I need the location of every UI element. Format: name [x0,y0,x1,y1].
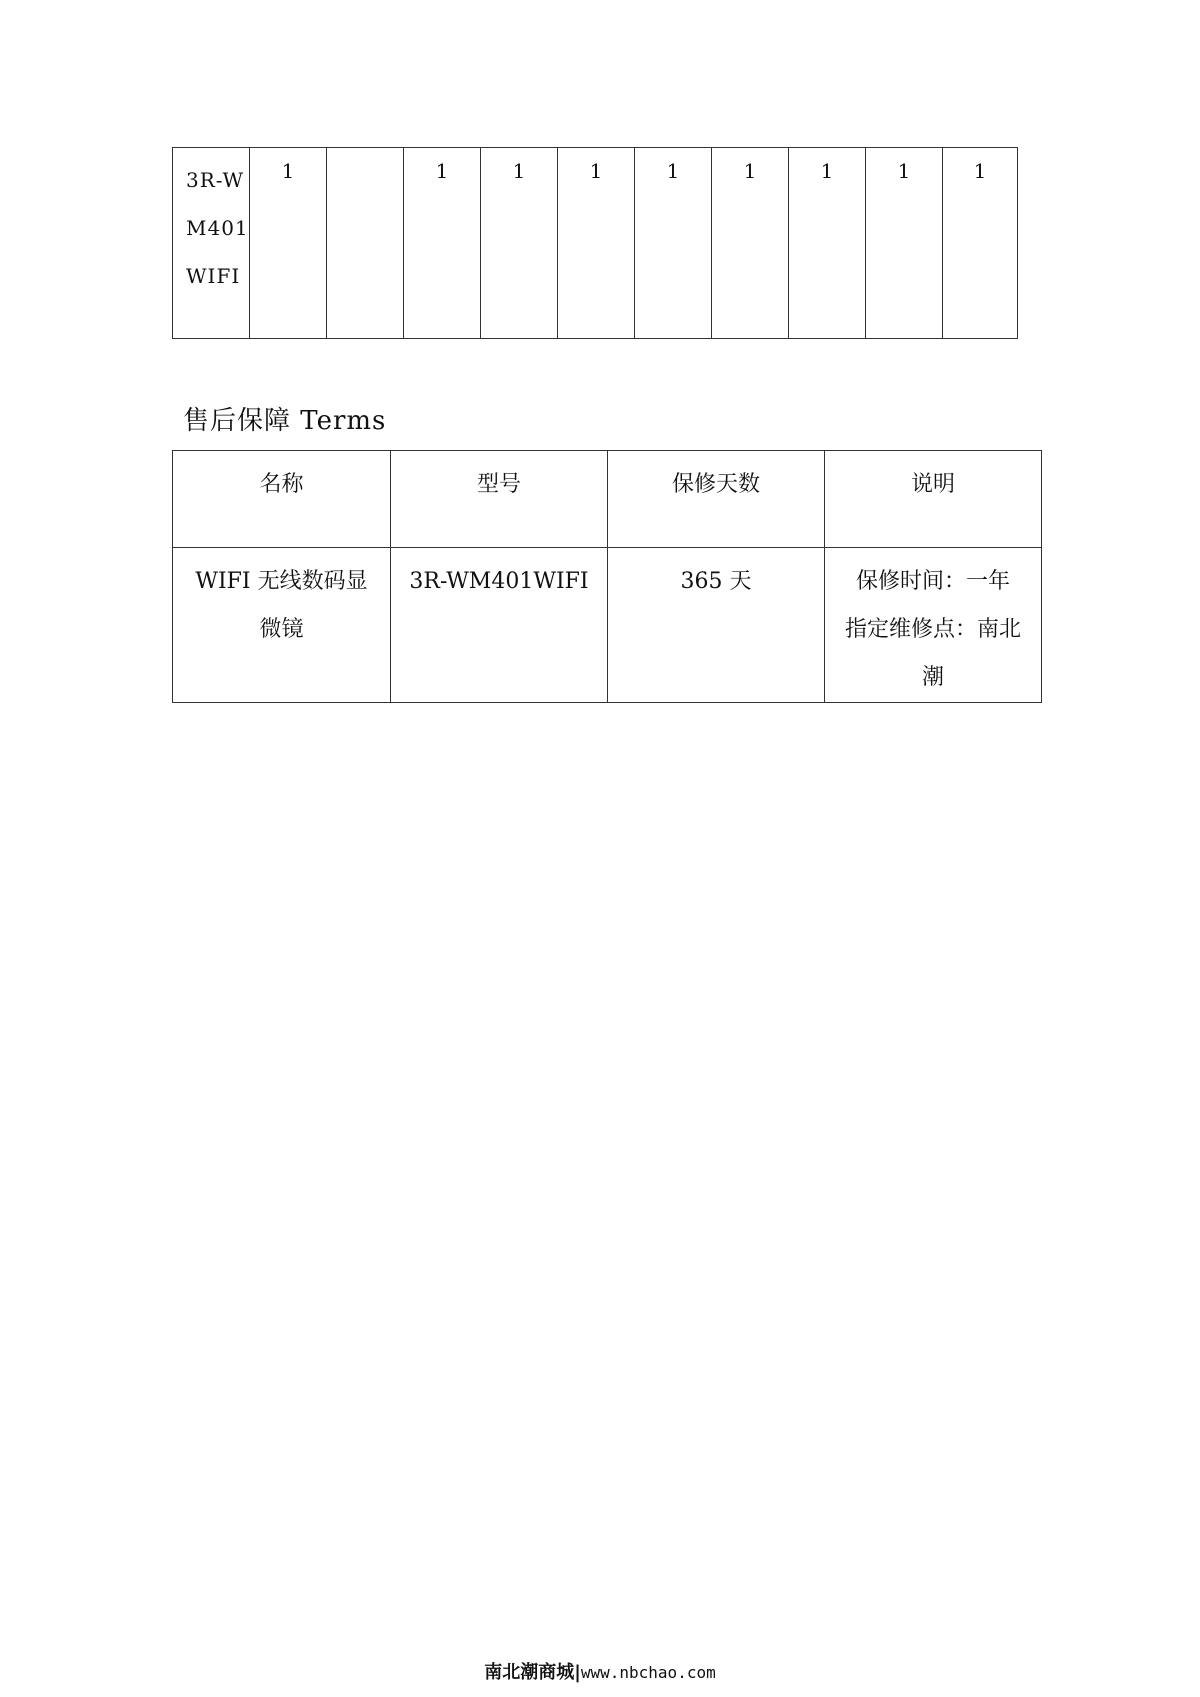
spec-value-cell: 1 [789,148,866,339]
spec-row [173,148,1018,339]
page-footer [0,1658,1200,1684]
header-warranty-days: 保修天数 [608,451,825,548]
spec-model-cell [173,148,250,339]
spec-value-cell [327,148,404,339]
terms-header-row [173,451,1042,548]
note-line: 指定维修点：南北 [844,617,1021,642]
spec-value-cell: 1 [943,148,1018,339]
terms-table [172,450,1042,703]
model-line: 3R-W [186,168,245,192]
spec-value-cell: 1 [712,148,789,339]
cell-name [173,548,391,703]
spec-value-cell: 1 [481,148,558,339]
footer-separator: | [574,1662,581,1683]
note-line: 保修时间：一年 [855,569,1010,594]
spec-value-cell: 1 [250,148,327,339]
spec-value-cell: 1 [866,148,943,339]
spec-value-cell: 1 [635,148,712,339]
header-model: 型号 [391,451,608,548]
cell-warranty-days: 365 天 [608,548,825,703]
terms-data-row [173,548,1042,703]
header-name: 名称 [173,451,391,548]
cell-note [825,548,1042,703]
cell-model: 3R-WM401WIFI [391,548,608,703]
spec-value-cell: 1 [558,148,635,339]
name-line: WIFI 无线数码显 [195,569,368,594]
note-line: 潮 [921,665,944,690]
footer-url-link[interactable]: www.nbchao.com [580,1663,716,1682]
model-line: M401 [186,216,249,240]
section-heading: 售后保障 Terms [183,406,387,436]
header-note: 说明 [825,451,1042,548]
spec-value-cell: 1 [404,148,481,339]
name-line: 微镜 [259,617,304,642]
model-line: WIFI [186,264,241,288]
footer-brand: 南北潮商城 [484,1662,575,1683]
spec-table [172,147,1018,339]
